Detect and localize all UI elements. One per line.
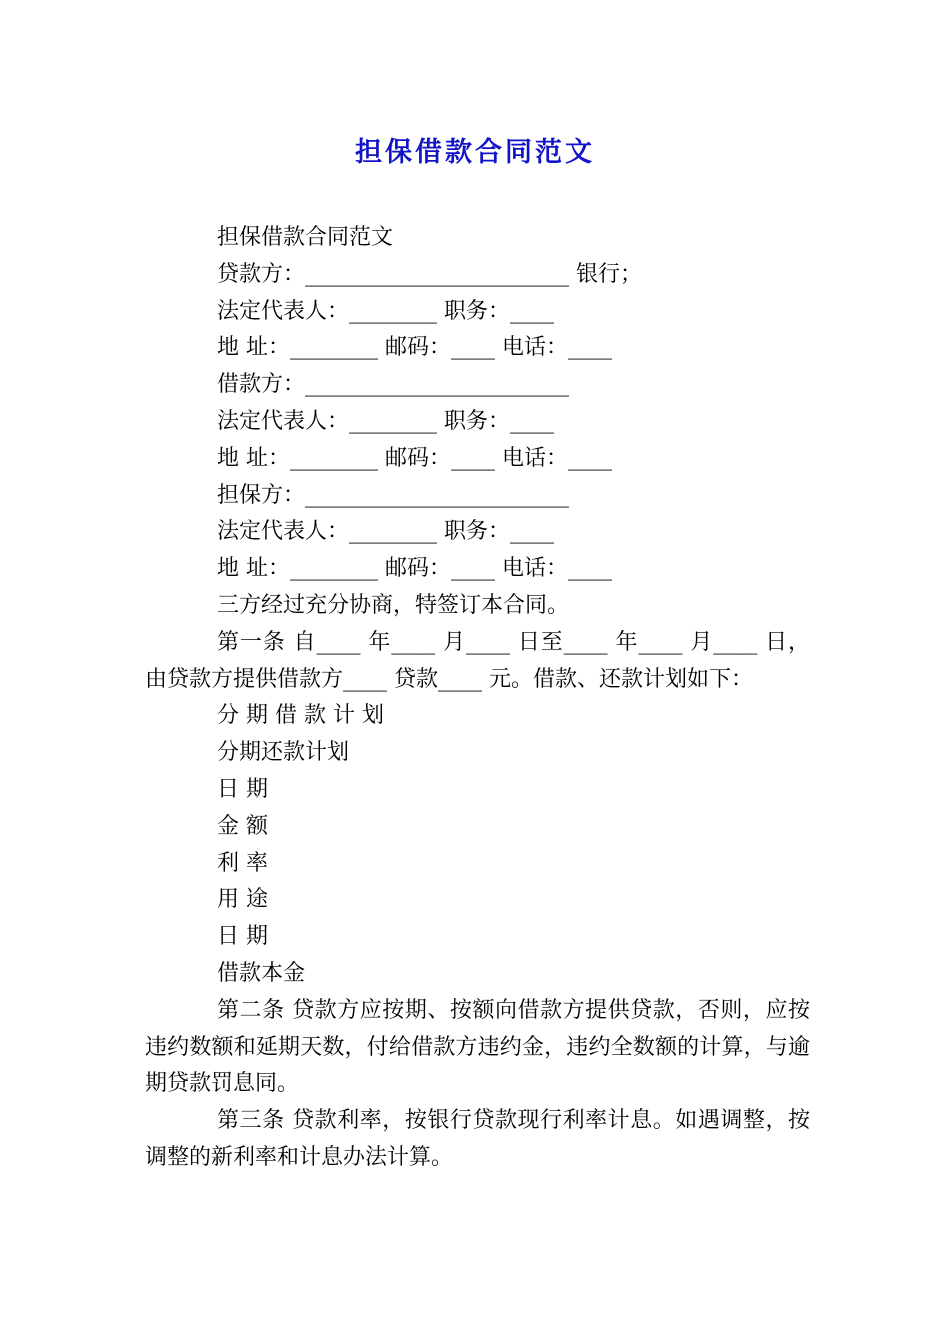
paragraph-lender-representative: 法定代表人：________ 职务：____ bbox=[217, 298, 554, 324]
paragraph-purpose: 用 途 bbox=[217, 887, 268, 913]
paragraph-agreement: 三方经过充分协商，特签订本合同。 bbox=[217, 592, 570, 618]
paragraph-article-2: 第二条 贷款方应按期、按额向借款方提供贷款，否则，应按违约数额和延期天数，付给借款方违约金，违约全数额的计算，与逾期贷款罚息同。 bbox=[145, 997, 810, 1097]
paragraph-guarantor: 担保方：________________________ bbox=[217, 482, 570, 508]
paragraph-borrower: 借款方：________________________ bbox=[217, 372, 570, 398]
paragraph-lender: 贷款方：________________________ 银行； bbox=[217, 261, 642, 287]
paragraph-date-2: 日 期 bbox=[217, 924, 268, 950]
paragraph-article-3: 第三条 贷款利率，按银行贷款现行利率计息。如遇调整，按调整的新利率和计息办法计算。 bbox=[145, 1108, 810, 1170]
paragraph-date-1: 日 期 bbox=[217, 776, 268, 802]
paragraph-borrower-representative: 法定代表人：________ 职务：____ bbox=[217, 408, 554, 434]
paragraph-principal: 借款本金 bbox=[217, 960, 306, 986]
document-title: 担保借款合同范文 bbox=[355, 137, 595, 168]
paragraph-loan-plan: 分 期 借 款 计 划 bbox=[217, 703, 384, 729]
paragraph-amount: 金 额 bbox=[217, 813, 268, 839]
paragraph-guarantor-address: 地 址：________ 邮码：____ 电话：____ bbox=[217, 556, 612, 582]
paragraph-lender-address: 地 址：________ 邮码：____ 电话：____ bbox=[217, 335, 612, 361]
paragraph-rate: 利 率 bbox=[217, 850, 268, 876]
paragraph-heading: 担保借款合同范文 bbox=[217, 225, 394, 250]
paragraph-borrower-address: 地 址：________ 邮码：____ 电话：____ bbox=[217, 445, 612, 471]
paragraph-guarantor-representative: 法定代表人：________ 职务：____ bbox=[217, 519, 554, 545]
paragraph-repayment-plan: 分期还款计划 bbox=[217, 740, 350, 766]
document-body bbox=[145, 220, 810, 1177]
paragraph-article-1: 第一条 自____ 年____ 月____ 日至____ 年____ 月____ 日，由贷款方提供借款方____ 贷款____ 元。借款、还款计划如下： bbox=[145, 629, 810, 692]
